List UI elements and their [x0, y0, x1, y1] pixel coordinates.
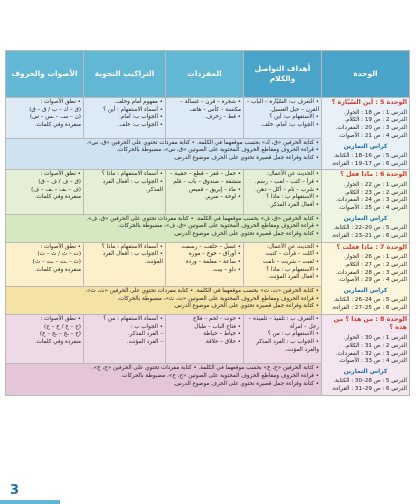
cell-line: الدرس 4 : ص 21 : الأصوات. [338, 132, 407, 139]
cell-line: • الاستفهام ب : ماذا ؟ [266, 194, 319, 201]
unit-name: ماذا فعل ؟ [340, 171, 374, 179]
cell-line: • التعرف ب : تلميذ – تلميذة – رجل – امرأة [248, 315, 319, 330]
cell-line: الدرس 6 : ص 21–23 : القراءة. [331, 232, 407, 239]
cell-line: الدرس 5 : ص 20–22 : الكتابة. [333, 225, 407, 232]
cell-line: الدرس 3 : ص 32 : المفردات. [335, 350, 407, 357]
cell-line: • شرب – نام – أكل – دهن. [255, 186, 319, 193]
cell-vocab [166, 98, 244, 139]
practice-title: كراس التمارين [343, 368, 388, 376]
cell-line: • لوحة – سرير. [204, 194, 241, 201]
cell-line: الدرس 4 : ص 29 : الأصوات. [338, 277, 407, 284]
cell-line: الدرس 5 : ص 16–18 : الكتابة. [333, 152, 407, 159]
cell-notes [6, 286, 322, 314]
cell-line: الدرس 6 : ص 17–19 : القراءة. [331, 160, 407, 167]
header-unit: الوحدة [322, 51, 410, 98]
cell-line: الدرس 1 : ص 26 : الحوار. [343, 254, 407, 261]
cell-line: الدرس 1 : ص 30 : الحوار. [343, 335, 407, 342]
corner-decoration [0, 500, 60, 504]
cell-structures [84, 170, 166, 214]
cell-line: • أكلت – قرأت – كتبت [265, 251, 319, 258]
curriculum-page [6, 50, 410, 396]
cell-line: – الفرد المذكر. [128, 331, 163, 338]
cell-line: • كتابة الحرفين «ت، ث» بحسب موقعهما في الكلمة. • كتابة مفردات تحتوي على الحرفين «ت، ث». [85, 287, 319, 294]
unit-name: أين السّيّارة ؟ [331, 99, 374, 106]
cell-line: • حوت – لحم – فلاح [192, 315, 241, 322]
cell-structures [84, 242, 166, 286]
cell-line: • الاستفهام ب : ماذا ؟ [266, 266, 319, 273]
cell-line: • كتابة وقراءة جمل قصيرة تحتوي على الحرف موضوع الدرس. [173, 155, 319, 162]
cell-line: منفردة وفي كلمات. [34, 266, 81, 273]
cell-line: الدرس 1 : ص 18 : الحوار. [343, 109, 407, 116]
cell-line: • الجواب ب: أمام. [119, 114, 163, 121]
cell-line: الدرس 5 : ص 28–30 : الكتابة. [333, 378, 407, 385]
cell-line: • مفهوم أمام وخلف. [114, 99, 163, 105]
cell-line: الدرس 3 : ص 24 : المفردات. [335, 197, 407, 204]
cell-goals [244, 98, 322, 139]
cell-line: الدرس 5 : ص 24–26 : الكتابة. [333, 297, 407, 304]
unit-cell [322, 170, 410, 242]
cell-line: (ق – ف / ف – ق) [38, 178, 81, 185]
cell-line: (خ – ـخ – ـخ – خ) [39, 331, 81, 338]
cell-line: • كتابة الحرفين «ق، ك» بحسب موقعهما في الكلمة. • كتابة مفردات تحتوي على الحرفين «ق، س». [86, 139, 319, 146]
cell-line: • نطق الأصوات : [40, 315, 81, 322]
unit-row [6, 314, 410, 364]
unit-row [6, 170, 410, 214]
cell-line: • أوراق – خوخ – موزة [188, 251, 241, 258]
cell-line: (ث – ـث – ـث – ث) [32, 258, 81, 265]
cell-line: • كتابة وقراءة جمل قصيرة تحتوي على الحرف موضوع الدرس. [173, 231, 319, 238]
cell-line: • كتابة وقراءة جمل قصيرة تحتوي على الحرف موضوع الدرس. [173, 380, 319, 387]
practice-title: كراس التمارين [343, 214, 388, 222]
unit-number: الوحدة 7 : [375, 243, 407, 251]
cell-line: • الحديث عن الأعمال: [266, 171, 319, 178]
cell-line: الدرس 4 : ص 25 : الأصوات. [338, 205, 407, 212]
cell-line: الدرس 1 : ص 22 : الحوار. [343, 181, 407, 188]
unit-number: الوحدة 6 : [375, 171, 407, 179]
cell-line: الدرس 2 : ص 19 : الكلام. [344, 117, 407, 124]
cell-line: • الجواب ب : [130, 323, 163, 330]
unit-cell [322, 242, 410, 314]
unit-row [6, 242, 410, 286]
cell-line: منفردة وفي كلمات. [34, 338, 81, 345]
cell-goals [244, 170, 322, 214]
cell-line: الدرس 3 : ص 20 : المفردات. [335, 125, 407, 132]
cell-line: • الجواب ب : أفعال الفرد المذكر. [102, 178, 163, 193]
page-number: 3 [10, 483, 20, 498]
cell-line: • دلو – بيت. [211, 266, 241, 273]
cell-line: • التعرف ب: السّيّارة – الباب – القرن – حبل الغسيل. [246, 99, 319, 113]
unit-cell [322, 98, 410, 170]
cell-line: – الفرد المؤنث. [126, 338, 163, 345]
cell-goals [244, 314, 322, 364]
cell-line: • قراءة الحروف ومقاطع الحروف المحتوية على الصوتين «ق، س»، مضبوطة بالحركات. [116, 147, 319, 154]
unit-row [6, 98, 410, 139]
cell-line: • خياط – خياطة [203, 331, 241, 338]
cell-line: • الحديث عن الأعمال: [266, 243, 319, 250]
cell-line: • كتابة وقراءة جمل قصيرة تحتوي على الحرف موضوع الدرس. [173, 303, 319, 310]
cell-line: • حمل – قفز – قطع – حقيبة – منشفة – صندوق – باب – قلم [169, 171, 241, 185]
cell-line: (ق – ك – ب / ق – ق) [29, 106, 81, 113]
cell-line: • أسماء الاستفهام : ماذا ؟ [101, 243, 163, 250]
cell-structures [84, 98, 166, 139]
unit-name: ماذا فعلت ؟ [336, 243, 374, 251]
cell-structures [84, 314, 166, 364]
cell-sounds [6, 98, 84, 139]
unit-number: الوحدة 5 : [375, 99, 407, 106]
unit-cell [322, 314, 410, 395]
cell-line: الدرس 6 : ص 25–27 : القراءة. [331, 305, 407, 312]
cell-line: • ماء – إبريق – قميص [189, 186, 241, 193]
cell-line: • كتابة الحرفين «ح، خ» بحسب موقعهما في الكلمة. • كتابة مفردات تحتوي على الحرفين «ح، خ». [91, 365, 319, 372]
unit-number: الوحدة 8 : [375, 315, 407, 323]
unit-title [324, 171, 407, 180]
header-sounds: الأصوات والحروف [6, 51, 84, 98]
cell-sounds [6, 170, 84, 214]
cell-line: • قراءة الحروف ومقاطع الحروف المحتوية على الصوتين «ح، خ»، مضبوطة بالحركات. [120, 373, 319, 380]
cell-notes [6, 214, 322, 242]
cell-line: الدرس 3 : ص 28 : المفردات. [335, 269, 407, 276]
header-goals: أهداف التواصل والكلام [244, 51, 322, 98]
cell-line: (ف – ـف – ـف – ف) [31, 186, 81, 193]
cell-line: • نطق الأصوات : [40, 171, 81, 178]
cell-line: • قط – زخرف. [204, 114, 241, 121]
cell-notes [6, 364, 322, 395]
cell-line: (ح – خ / خ – ح) [44, 323, 81, 330]
cell-line: • لعبت – شربت – نامت [263, 258, 319, 265]
unit-title [324, 99, 407, 108]
unit-title [324, 244, 407, 253]
header-structures: التراكيب النحوية [84, 51, 166, 98]
cell-line: • الاستفهام ب : من ؟ [267, 331, 319, 338]
cell-line: الدرس 2 : ص 27 : الكلام. [344, 261, 407, 268]
cell-line: • الجواب ب : الفرد المذكر والفرد المؤنث. [256, 338, 319, 353]
practice-title: كراس التمارين [343, 142, 388, 150]
curriculum-table [5, 50, 410, 396]
unit-name: من هذا ؟ من هذه ؟ [333, 315, 407, 332]
header-row [6, 51, 410, 98]
cell-line: • نطق الأصوات : [40, 99, 81, 105]
cell-line: • أفعال الفرد المؤنث. [267, 274, 319, 281]
cell-line: الدرس 6 : ص 29–31 : القراءة. [331, 386, 407, 393]
cell-line: • الجواب ب : أفعال الفرد المؤنث. [102, 251, 163, 265]
cell-sounds [6, 314, 84, 364]
cell-line: • نطق الأصوات : [40, 243, 81, 250]
cell-line: • الجواب ب: خلف. [117, 122, 163, 129]
cell-line: • الجواب ب: أمام، خلف. [260, 122, 319, 129]
cell-line: • قراءة الحروف ومقاطع الحروف المحتوية على الصوتين «ق، ف»، مضبوطة بالحركات. [117, 223, 319, 230]
cell-vocab [166, 170, 244, 214]
curriculum-body [6, 98, 410, 396]
cell-sounds [6, 242, 84, 286]
cell-vocab [166, 314, 244, 364]
cell-line: • فتاح الباب – طبال [194, 323, 241, 330]
cell-line: (ن – ســ – ـس – س) [29, 114, 81, 121]
cell-vocab [166, 242, 244, 286]
cell-line: • غسل – حلقت – رسمت [181, 243, 241, 250]
cell-line: • حلاق – حلاقة. [204, 338, 241, 345]
cell-line: • كتابة الحرفين «ق، ف» بحسب موقعهما في الكلمة. • كتابة مفردات تحتوي على الحرفين «ق، ف». [86, 215, 319, 222]
cell-line: • قرأ – كتب – لعب – رسم. [254, 178, 319, 185]
cell-line: منفردة وفي كلمات. [34, 194, 81, 201]
cell-line: • شجرة – قرن – غسالة – مكنسة – كأس – هاتف [180, 99, 241, 113]
cell-line: • قراءة الحروف ومقاطع الحروف المحتوية على الصوتين «ت، ث»، مضبوطة بالحركات. [117, 295, 319, 302]
cell-line: • أسماء الاستفهام : أين ؟ [103, 106, 163, 113]
cell-line: • أسماء الاستفهام : من ؟ [103, 315, 163, 322]
cell-line: • أفعال الفرد المذكر. [269, 202, 319, 209]
cell-line: الدرس 2 : ص 31 : الكلام. [344, 342, 407, 349]
practice-title: كراس التمارين [343, 287, 388, 295]
cell-line: • الاستفهام ب: أين ؟ [269, 114, 319, 121]
cell-line: الدرس 4 : ص 33 : الأصوات. [338, 358, 407, 365]
cell-line: (ت – ث / ث – ت) [37, 251, 81, 258]
unit-title [324, 316, 407, 333]
header-vocab: المفردات [166, 51, 244, 98]
cell-line: منفردة وفي كلمات. [34, 122, 81, 129]
cell-line: الدرس 2 : ص 23 : الكلام. [344, 189, 407, 196]
cell-notes [6, 138, 322, 170]
cell-goals [244, 242, 322, 286]
cell-line: • أسماء الاستفهام : ماذا ؟ [101, 171, 163, 178]
cell-line: • ساعة – معلمة – وردة [185, 258, 241, 265]
